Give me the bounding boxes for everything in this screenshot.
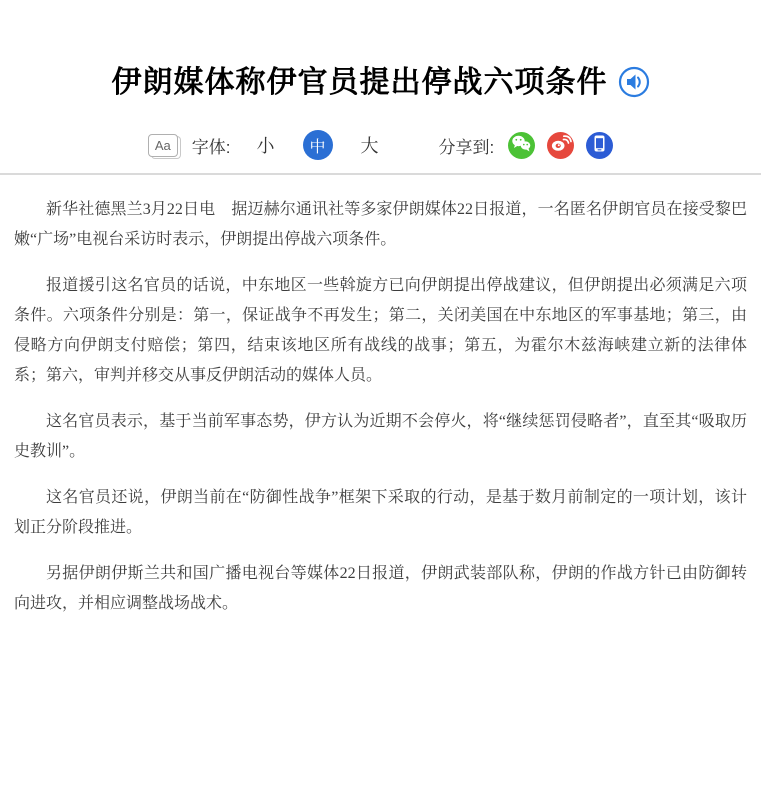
paragraph: 这名官员表示，基于当前军事态势，伊方认为近期不会停火，将“继续惩罚侵略者”，直至其“吸取历史教训”。 [14, 413, 747, 460]
paragraph: 这名官员还说，伊朗当前在“防御性战争”框架下采取的行动，是基于数月前制定的一项计划，该计划正分阶段推进。 [14, 489, 747, 536]
font-size-medium-button[interactable]: 中 [303, 130, 333, 160]
font-size-large-button[interactable]: 大 [355, 130, 385, 160]
page-title: 伊朗媒体称伊官员提出停战六项条件 [111, 66, 608, 99]
read-aloud-button[interactable] [618, 67, 650, 99]
share-mobile-button[interactable] [586, 132, 613, 159]
mobile-icon [586, 130, 613, 160]
share-wechat-button[interactable] [508, 132, 535, 159]
share-group [508, 132, 613, 159]
speaker-icon [618, 66, 650, 101]
weibo-icon [547, 130, 574, 160]
wechat-icon [508, 130, 535, 160]
font-aa-icon: Aa [148, 134, 178, 157]
share-weibo-button[interactable] [547, 132, 574, 159]
share-label: 分享到: [438, 137, 495, 157]
font-size-group [251, 130, 385, 160]
divider [0, 173, 761, 175]
paragraph: 报道援引这名官员的话说，中东地区一些斡旋方已向伊朗提出停战建议，但伊朗提出必须满足六项条件。六项条件分别是：第一，保证战争不再发生；第二，关闭美国在中东地区的军事基地；第三，由侵略方向伊朗支付赔偿；第四，结束该地区所有战线的战事；第五，为霍尔木兹海峡建立新的法律体系；第六，审判并移交从事反伊朗活动的媒体人员。 [14, 277, 747, 384]
article-body [0, 195, 761, 619]
font-label: 字体: [191, 137, 231, 157]
toolbar [0, 129, 761, 161]
paragraph: 新华社德黑兰3月22日电 据迈赫尔通讯社等多家伊朗媒体22日报道，一名匿名伊朗官员在接受黎巴嫩“广场”电视台采访时表示，伊朗提出停战六项条件。 [14, 201, 747, 248]
title-row [0, 0, 761, 102]
paragraph: 另据伊朗伊斯兰共和国广播电视台等媒体22日报道，伊朗武装部队称，伊朗的作战方针已由防御转向进攻，并相应调整战场战术。 [14, 565, 747, 612]
font-size-small-button[interactable]: 小 [251, 130, 281, 160]
